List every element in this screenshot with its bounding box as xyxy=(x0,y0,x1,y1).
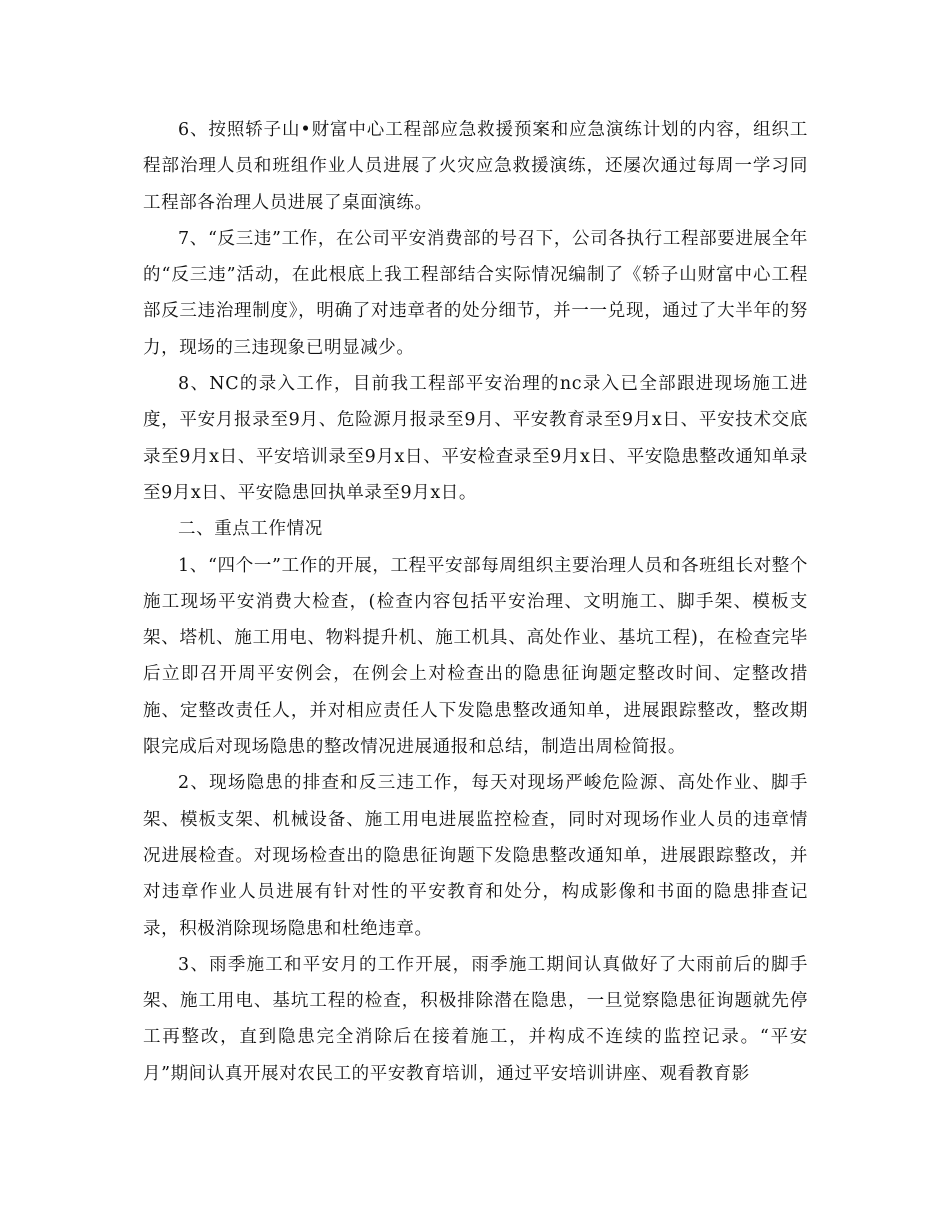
paragraph-item-7-anti-violation: 7、“反三违”工作，在公司平安消费部的号召下，公司各执行工程部要进展全年的“反三违”活动，在此根底上我工程部结合实际情况编制了《轿子山财富中心工程部反三违治理制度》，明确了对违章者的处分细节，并一一兑现，通过了大半年的努力，现场的三违现象已明显减少。 xyxy=(143,228,808,358)
paragraph-item-3-rainy-season: 3、雨季施工和平安月的工作开展，雨季施工期间认真做好了大雨前后的脚手架、施工用电、基坑工程的检查，积极排除潜在隐患，一旦觉察隐患征询题就先停工再整改，直到隐患完全消除后在接着施工，并构成不连续的监控记录。“平安月”期间认真开展对农民工的平安教育培训，通过平安培训讲座、观看教育影 xyxy=(143,954,808,1084)
paragraph-item-6-emergency-drill: 6、按照轿子山•财富中心工程部应急救援预案和应急演练计划的内容，组织工程部治理人员和班组作业人员进展了火灾应急救援演练，还屡次通过每周一学习同工程部各治理人员进展了桌面演练。 xyxy=(143,120,808,213)
paragraph-item-8-nc-entry: 8、NC的录入工作，目前我工程部平安治理的nc录入已全部跟进现场施工进度，平安月报录至9月、危险源月报录至9月、平安教育录至9月x日、平安技术交底录至9月x日、平安培训录至9月x日、平安检查录至9月x日、平安隐患整改通知单录至9月x日、平安隐患回执单录至9月x日。 xyxy=(143,374,808,503)
paragraph-item-1-four-ones: 1、“四个一”工作的开展，工程平安部每周组织主要治理人员和各班组长对整个施工现场平安消费大检查，(检查内容包括平安治理、文明施工、脚手架、模板支架、塔机、施工用电、物料提升机、施工机具、高处作业、基坑工程)，在检查完毕后立即召开周平安例会，在例会上对检查出的隐患征询题定整改时间、定整改措施、定整改责任人，并对相应责任人下发隐患整改通知单，进展跟踪整改，整改期限完成后对现场隐患的整改情况进展通报和总结，制造出周检简报。 xyxy=(143,555,808,758)
document-body xyxy=(143,112,808,1092)
section-heading-key-work: 二、重点工作情况 xyxy=(178,519,323,540)
paragraph-item-2-hazard-check: 2、现场隐患的排查和反三违工作，每天对现场严峻危险源、高处作业、脚手架、模板支架、机械设备、施工用电进展监控检查，同时对现场作业人员的违章情况进展检查。对现场检查出的隐患征询题下发隐患整改通知单，进展跟踪整改，并对违章作业人员进展有针对性的平安教育和处分，构成影像和书面的隐患排查记录，积极消除现场隐患和杜绝违章。 xyxy=(143,773,808,939)
